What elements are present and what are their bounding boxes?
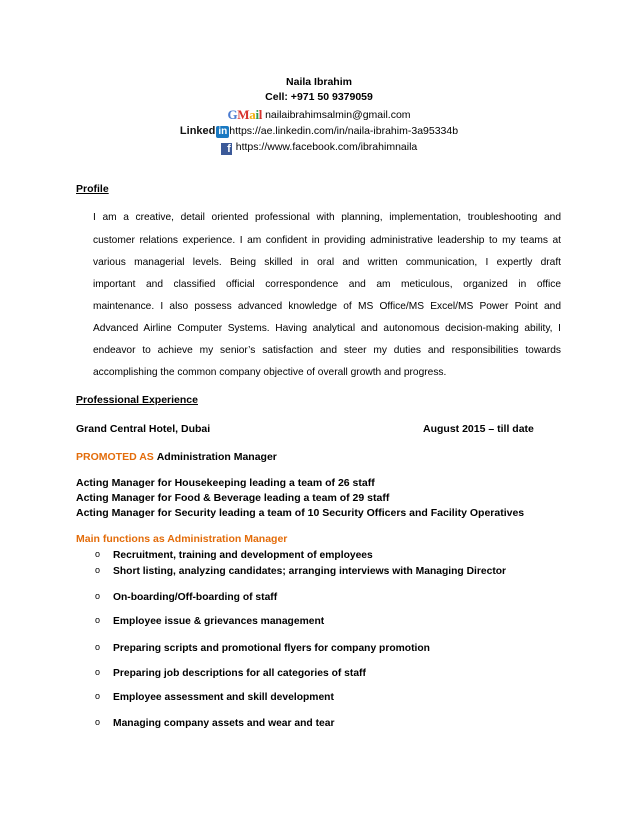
profile-line: customer relations experience. I am confident in providing administrative leadership to my teams at [93, 235, 561, 246]
bullet-icon: o [95, 565, 101, 575]
profile-line: I am a creative, detail oriented professional with planning, implementation, troubleshooting and [93, 212, 561, 223]
acting-role: Acting Manager for Housekeeping leading a team of 26 staff [76, 477, 375, 489]
candidate-name: Naila Ibrahim [286, 76, 352, 88]
bullet-icon: o [95, 549, 101, 559]
facebook-row [0, 140, 638, 155]
profile-line: maintenance. I also possess advanced knowledge of MS Office/MS Excel/MS Power Point and [93, 301, 561, 312]
promotion-line [76, 450, 277, 464]
company-name: Grand Central Hotel, Dubai [76, 423, 211, 435]
bullet-icon: o [95, 691, 101, 701]
bullet-icon: o [95, 591, 101, 601]
profile-line: various managerial levels. Being skilled in oral and written communication, I expertly draft [93, 257, 561, 268]
function-item: o Employee issue & grievances management [95, 615, 325, 627]
bullet-icon: o [95, 615, 101, 625]
promoted-role: Administration Manager [156, 451, 277, 463]
gmail-icon: GMail [227, 107, 263, 122]
function-item: o Employee assessment and skill development [95, 691, 334, 703]
function-item: o Short listing, analyzing candidates; arranging interviews with Managing Director [95, 565, 507, 577]
promoted-label: PROMOTED AS [76, 451, 154, 463]
profile-line: Advanced Airline Computer Systems. Having analytical and autonomous decision-making ability, I [93, 323, 561, 334]
function-item: o On-boarding/Off-boarding of staff [95, 591, 278, 603]
function-item: o Recruitment, training and development of employees [95, 549, 373, 561]
facebook-icon: f [221, 143, 232, 155]
profile-line: accomplishing the common company objective of overall growth and progress. [93, 367, 447, 378]
linkedin-link[interactable]: https://ae.linkedin.com/in/naila-ibrahim-3a95334b [229, 125, 459, 137]
acting-role: Acting Manager for Food & Beverage leading a team of 29 staff [76, 492, 390, 504]
email-link[interactable]: nailaibrahimsalmin@gmail.com [265, 109, 411, 121]
profile-heading: Profile [76, 183, 109, 195]
function-item: o Managing company assets and wear and tear [95, 717, 335, 729]
function-item: o Preparing scripts and promotional flyers for company promotion [95, 642, 430, 654]
facebook-link[interactable]: https://www.facebook.com/ibrahimnaila [235, 141, 418, 153]
bullet-icon: o [95, 717, 101, 727]
experience-heading: Professional Experience [76, 394, 198, 406]
functions-heading: Main functions as Administration Manager [76, 533, 288, 545]
linkedin-row [0, 124, 638, 138]
bullet-icon: o [95, 667, 101, 677]
employment-dates: August 2015 – till date [423, 423, 534, 435]
email-row [0, 108, 638, 122]
acting-role: Acting Manager for Security leading a team of 10 Security Officers and Facility Operatives [76, 507, 525, 519]
profile-line: important and classified official correspondence and am meticulous, organized in office [93, 279, 561, 290]
function-item: o Preparing job descriptions for all categories of staff [95, 667, 366, 679]
profile-line: endeavor to achieve my senior’s satisfaction and steer my duties and responsibilities towards [93, 345, 561, 356]
bullet-icon: o [95, 642, 101, 652]
linkedin-icon: Linked in [179, 125, 228, 137]
cell-number: Cell: +971 50 9379059 [265, 91, 373, 103]
